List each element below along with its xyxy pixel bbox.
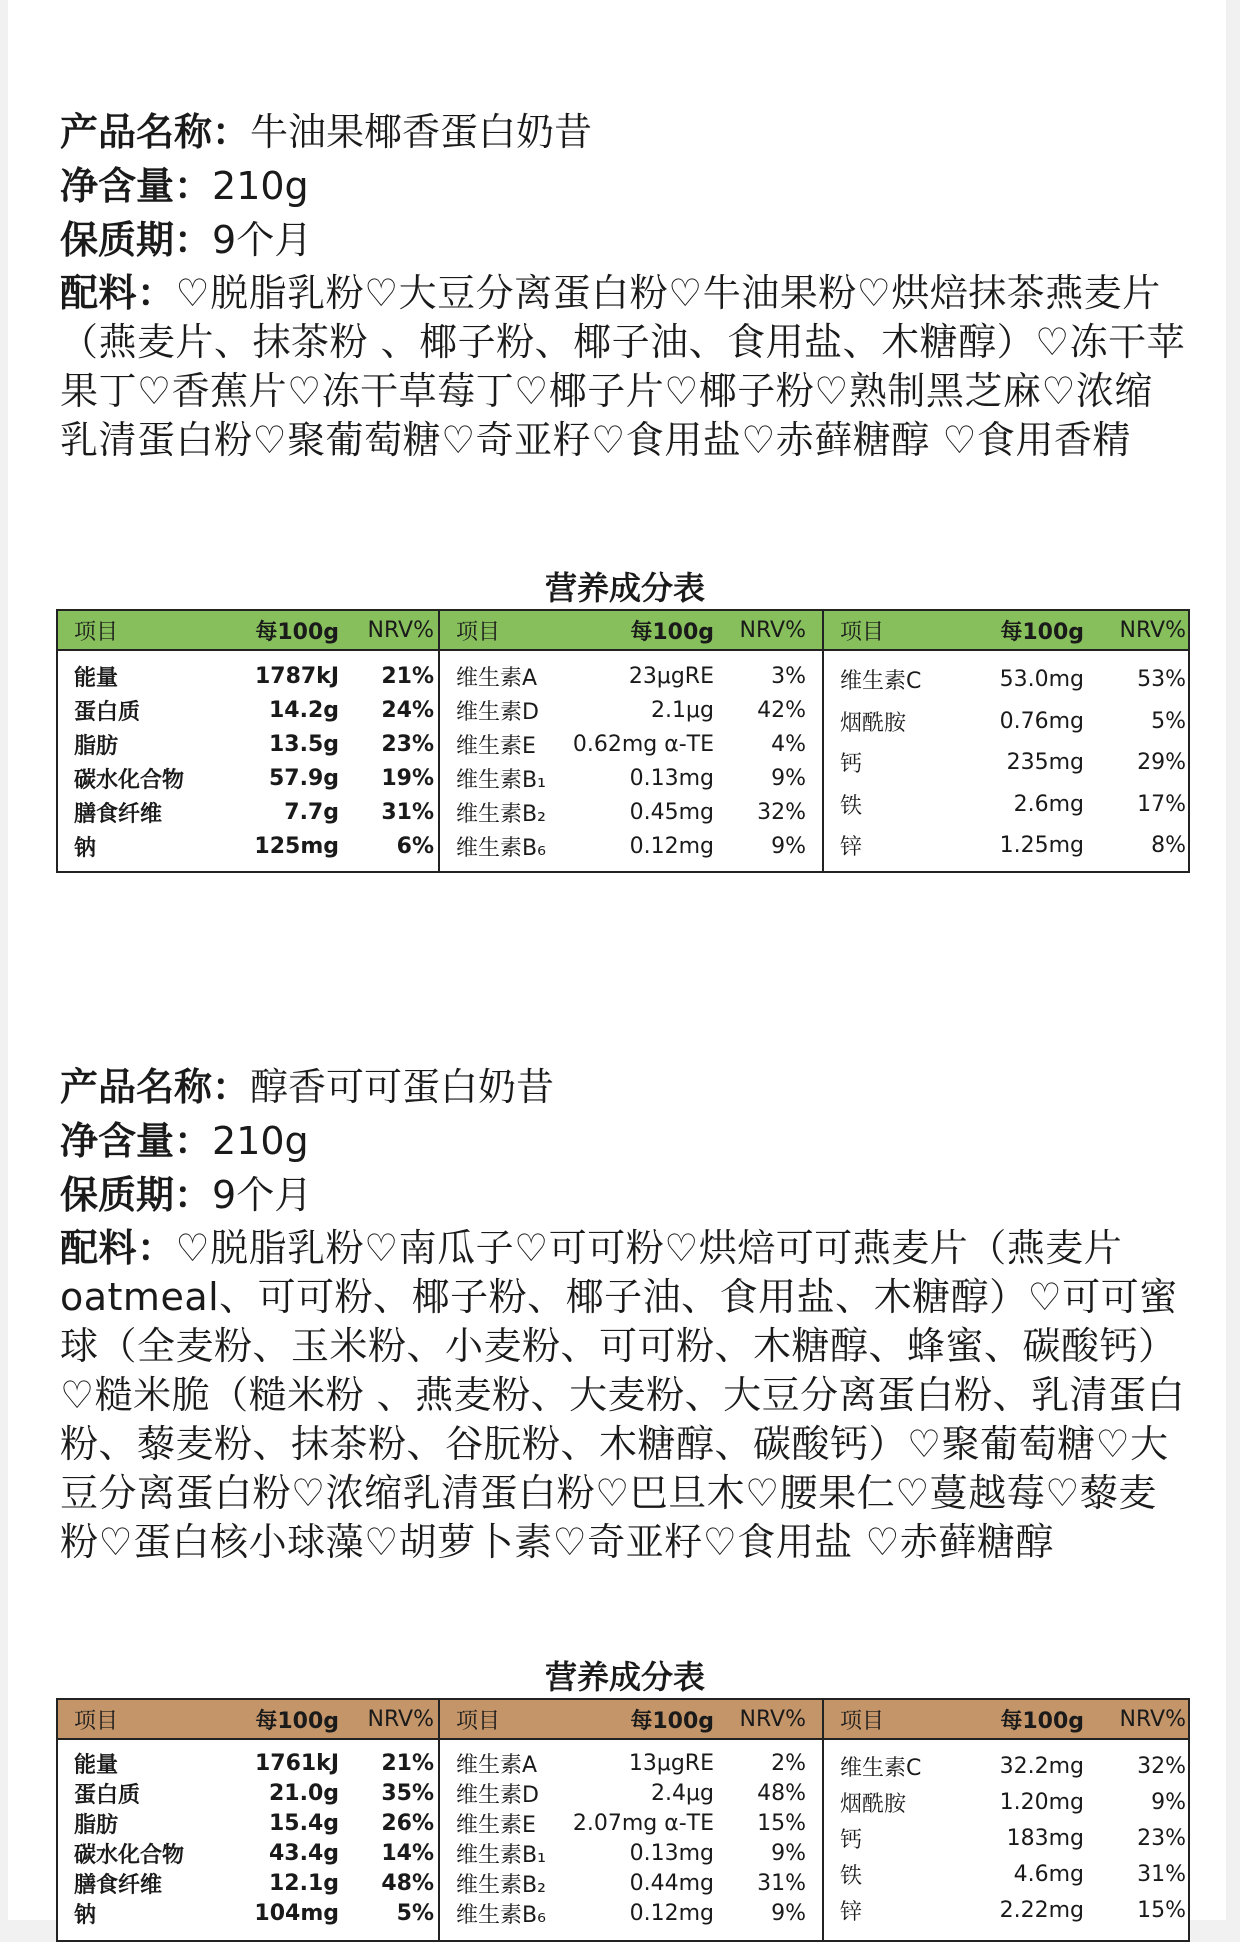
shelf-life: 9个月 bbox=[212, 218, 313, 262]
nutrient-nrv: 4% bbox=[771, 731, 806, 757]
nutrient-value: 0.45mg bbox=[629, 799, 714, 825]
nutrient-nrv: 9% bbox=[771, 1840, 806, 1866]
product-name: 醇香可可蛋白奶昔 bbox=[250, 1065, 555, 1109]
nutrient-name: 维生素B₆ bbox=[456, 835, 546, 861]
nutrition-column-1 bbox=[58, 1700, 438, 1940]
nutrient-row bbox=[58, 1748, 438, 1778]
nutrient-value: 0.13mg bbox=[629, 765, 714, 791]
nutrient-row bbox=[58, 1868, 438, 1898]
nutrient-name: 维生素D bbox=[456, 699, 539, 725]
product-name-label: 产品名称： bbox=[60, 110, 251, 154]
nutrient-row bbox=[440, 1748, 822, 1778]
shelf-life-line bbox=[60, 1168, 1190, 1222]
header-item: 项目 bbox=[840, 619, 885, 645]
nutrient-name: 维生素B₁ bbox=[456, 767, 546, 793]
nutrient-value: 0.44mg bbox=[629, 1870, 714, 1896]
nutrient-nrv: 5% bbox=[1151, 708, 1186, 734]
nutrient-row bbox=[58, 1898, 438, 1928]
header-item: 项目 bbox=[840, 1708, 885, 1734]
nutrient-row bbox=[440, 693, 822, 727]
nutrient-nrv: 5% bbox=[396, 1900, 434, 1926]
nutrient-name: 维生素E bbox=[456, 1812, 536, 1838]
nutrient-value: 15.4g bbox=[268, 1810, 339, 1836]
nutrient-row bbox=[824, 659, 1188, 701]
nutrient-name: 蛋白质 bbox=[74, 1782, 141, 1808]
nutrient-row bbox=[58, 1838, 438, 1868]
nutrient-row bbox=[440, 1778, 822, 1808]
header-per100: 每100g bbox=[630, 619, 714, 645]
nutrient-value: 2.22mg bbox=[999, 1897, 1084, 1923]
nutrient-row bbox=[58, 829, 438, 863]
net-content-line bbox=[60, 1114, 1190, 1168]
header-item: 项目 bbox=[456, 619, 501, 645]
product-name-line bbox=[60, 1060, 1190, 1114]
nutrient-row bbox=[824, 1784, 1188, 1820]
nutrient-name: 维生素E bbox=[456, 733, 536, 759]
nutrient-value: 0.12mg bbox=[629, 833, 714, 859]
nutrient-value: 0.62mg α-TE bbox=[572, 731, 714, 757]
nutrition-table-title: 营养成分表 bbox=[544, 1658, 705, 1696]
nutrient-nrv: 8% bbox=[1151, 833, 1186, 859]
nutrient-nrv: 42% bbox=[757, 697, 806, 723]
nutrient-name: 钙 bbox=[840, 752, 863, 778]
header-per100: 每100g bbox=[630, 1708, 714, 1734]
nutrient-name: 钙 bbox=[840, 1827, 863, 1853]
nutrient-row bbox=[824, 825, 1188, 867]
table-header bbox=[824, 611, 1188, 651]
nutrient-nrv: 15% bbox=[1137, 1897, 1186, 1923]
nutrient-row bbox=[440, 1868, 822, 1898]
nutrient-value: 13μgRE bbox=[628, 1750, 714, 1776]
nutrient-name: 维生素D bbox=[456, 1782, 539, 1808]
ingredients-label: 配料： bbox=[60, 1226, 176, 1270]
nutrient-name: 维生素A bbox=[456, 665, 538, 691]
product-name-label: 产品名称： bbox=[60, 1065, 251, 1109]
nutrient-row bbox=[824, 701, 1188, 743]
nutrient-row bbox=[440, 1838, 822, 1868]
page bbox=[8, 0, 1226, 1928]
nutrient-row bbox=[824, 1856, 1188, 1892]
ingredients bbox=[60, 1224, 1190, 1567]
nutrient-row bbox=[58, 761, 438, 795]
nutrient-name: 蛋白质 bbox=[74, 699, 141, 725]
nutrient-row bbox=[440, 727, 822, 761]
nutrient-nrv: 48% bbox=[381, 1870, 434, 1896]
nutrient-name: 维生素B₁ bbox=[456, 1842, 546, 1868]
net-content-line bbox=[60, 159, 1190, 213]
nutrient-row bbox=[440, 761, 822, 795]
nutrient-value: 57.9g bbox=[268, 765, 339, 791]
nutrient-row bbox=[58, 1808, 438, 1838]
nutrient-name: 锌 bbox=[840, 1899, 863, 1925]
nutrient-nrv: 31% bbox=[381, 799, 434, 825]
nutrient-name: 维生素B₆ bbox=[456, 1902, 546, 1928]
nutrient-value: 104mg bbox=[254, 1900, 339, 1926]
nutrient-row bbox=[440, 1808, 822, 1838]
nutrient-nrv: 23% bbox=[1137, 1825, 1186, 1851]
nutrient-nrv: 21% bbox=[381, 663, 434, 689]
nutrient-value: 1761kJ bbox=[254, 1750, 339, 1776]
nutrient-nrv: 35% bbox=[381, 1780, 434, 1806]
nutrient-row bbox=[824, 1748, 1188, 1784]
nutrition-column-2 bbox=[438, 611, 822, 871]
header-item: 项目 bbox=[456, 1708, 501, 1734]
nutrition-column-3 bbox=[822, 611, 1188, 871]
nutrient-name: 锌 bbox=[840, 835, 863, 861]
nutrient-value: 0.12mg bbox=[629, 1900, 714, 1926]
ingredients-label: 配料： bbox=[60, 271, 176, 315]
nutrient-name: 铁 bbox=[840, 793, 863, 819]
nutrient-nrv: 3% bbox=[771, 663, 806, 689]
nutrient-value: 7.7g bbox=[284, 799, 339, 825]
shelf-life-label: 保质期： bbox=[60, 218, 213, 262]
nutrient-row bbox=[440, 1898, 822, 1928]
nutrient-name: 能量 bbox=[74, 665, 119, 691]
net-content: 210g bbox=[212, 164, 309, 208]
product-info-avocado bbox=[60, 105, 1190, 465]
nutrient-nrv: 9% bbox=[771, 765, 806, 791]
nutrient-nrv: 9% bbox=[771, 833, 806, 859]
nutrient-nrv: 31% bbox=[1137, 1861, 1186, 1887]
nutrient-nrv: 26% bbox=[381, 1810, 434, 1836]
nutrient-nrv: 9% bbox=[1151, 1789, 1186, 1815]
nutrient-value: 235mg bbox=[1006, 750, 1084, 776]
nutrient-value: 43.4g bbox=[268, 1840, 339, 1866]
table-header bbox=[824, 1700, 1188, 1740]
nutrient-value: 2.6mg bbox=[1013, 791, 1084, 817]
table-header bbox=[440, 611, 822, 651]
nutrient-value: 4.6mg bbox=[1013, 1861, 1084, 1887]
nutrient-name: 维生素C bbox=[840, 1755, 922, 1781]
nutrient-row bbox=[440, 659, 822, 693]
nutrient-name: 钠 bbox=[74, 835, 97, 861]
table-header bbox=[58, 611, 438, 651]
nutrient-row bbox=[440, 795, 822, 829]
nutrient-name: 膳食纤维 bbox=[74, 1872, 163, 1898]
ingredients bbox=[60, 269, 1190, 465]
nutrient-row bbox=[440, 829, 822, 863]
nutrient-value: 23μgRE bbox=[628, 663, 714, 689]
nutrient-nrv: 31% bbox=[757, 1870, 806, 1896]
header-nrv: NRV% bbox=[367, 1706, 434, 1732]
header-nrv: NRV% bbox=[739, 1706, 806, 1732]
nutrient-value: 1.25mg bbox=[999, 833, 1084, 859]
ingredients-text: ♡脱脂乳粉♡大豆分离蛋白粉♡牛油果粉♡烘焙抹茶燕麦片（燕麦片、抹茶粉 、椰子粉、椰子油、食用盐、木糖醇）♡冻干苹果丁♡香蕉片♡冻干草莓丁♡椰子片♡椰子粉♡熟制黑芝麻♡浓缩乳清蛋白粉♡聚葡萄糖♡奇亚籽♡食用盐♡赤藓糖醇 ♡食用香精 bbox=[60, 271, 1186, 462]
nutrition-table-title: 营养成分表 bbox=[544, 569, 705, 607]
nutrient-nrv: 29% bbox=[1137, 750, 1186, 776]
nutrient-name: 维生素A bbox=[456, 1752, 538, 1778]
nutrient-name: 碳水化合物 bbox=[74, 1842, 185, 1868]
product-name-line bbox=[60, 105, 1190, 159]
table-header bbox=[58, 1700, 438, 1740]
nutrient-nrv: 32% bbox=[757, 799, 806, 825]
nutrient-value: 183mg bbox=[1006, 1825, 1084, 1851]
header-nrv: NRV% bbox=[367, 617, 434, 643]
nutrient-row bbox=[824, 1892, 1188, 1928]
nutrient-nrv: 48% bbox=[757, 1780, 806, 1806]
nutrient-name: 脂肪 bbox=[74, 1812, 119, 1838]
nutrient-nrv: 53% bbox=[1137, 667, 1186, 693]
nutrient-row bbox=[824, 784, 1188, 826]
header-per100: 每100g bbox=[255, 1708, 339, 1734]
nutrient-row bbox=[58, 727, 438, 761]
nutrient-value: 1787kJ bbox=[254, 663, 339, 689]
header-item: 项目 bbox=[74, 619, 119, 645]
header-item: 项目 bbox=[74, 1708, 119, 1734]
nutrient-name: 脂肪 bbox=[74, 733, 119, 759]
nutrition-table bbox=[56, 1698, 1190, 1942]
nutrient-nrv: 14% bbox=[381, 1840, 434, 1866]
nutrient-value: 0.76mg bbox=[999, 708, 1084, 734]
header-nrv: NRV% bbox=[1119, 1706, 1186, 1732]
nutrient-row bbox=[824, 1820, 1188, 1856]
net-content: 210g bbox=[212, 1119, 309, 1163]
nutrition-column-1 bbox=[58, 611, 438, 871]
nutrient-nrv: 6% bbox=[396, 833, 434, 859]
nutrient-value: 2.4μg bbox=[651, 1780, 714, 1806]
nutrient-name: 能量 bbox=[74, 1752, 119, 1778]
nutrient-row bbox=[824, 742, 1188, 784]
nutrient-name: 维生素B₂ bbox=[456, 801, 546, 827]
shelf-life: 9个月 bbox=[212, 1173, 313, 1217]
header-per100: 每100g bbox=[1000, 1708, 1084, 1734]
nutrient-nrv: 23% bbox=[381, 731, 434, 757]
nutrient-row bbox=[58, 795, 438, 829]
nutrition-column-3 bbox=[822, 1700, 1188, 1940]
shelf-life-label: 保质期： bbox=[60, 1173, 213, 1217]
nutrient-nrv: 19% bbox=[381, 765, 434, 791]
nutrient-nrv: 17% bbox=[1137, 791, 1186, 817]
nutrient-name: 烟酰胺 bbox=[840, 710, 907, 736]
nutrient-nrv: 32% bbox=[1137, 1753, 1186, 1779]
nutrient-nrv: 24% bbox=[381, 697, 434, 723]
nutrient-name: 维生素B₂ bbox=[456, 1872, 546, 1898]
nutrient-value: 21.0g bbox=[268, 1780, 339, 1806]
nutrient-nrv: 2% bbox=[771, 1750, 806, 1776]
nutrient-row bbox=[58, 1778, 438, 1808]
net-content-label: 净含量： bbox=[60, 164, 213, 208]
header-nrv: NRV% bbox=[1119, 617, 1186, 643]
nutrient-row bbox=[58, 659, 438, 693]
nutrient-row bbox=[58, 693, 438, 727]
nutrient-nrv: 9% bbox=[771, 1900, 806, 1926]
nutrient-name: 碳水化合物 bbox=[74, 767, 185, 793]
nutrition-table bbox=[56, 609, 1190, 873]
nutrient-value: 2.07mg α-TE bbox=[572, 1810, 714, 1836]
product-info-cocoa bbox=[60, 1060, 1190, 1567]
ingredients-text: ♡脱脂乳粉♡南瓜子♡可可粉♡烘焙可可燕麦片（燕麦片oatmeal、可可粉、椰子粉、椰子油、食用盐、木糖醇）♡可可蜜球（全麦粉、玉米粉、小麦粉、可可粉、木糖醇、蜂蜜、碳酸钙）♡糙米脆（糙米粉 、燕麦粉、大麦粉、大豆分离蛋白粉、乳清蛋白粉、藜麦粉、抹茶粉、谷朊粉、木糖醇、碳酸钙）♡聚葡萄糖♡大豆分离蛋白粉♡浓缩乳清蛋白粉♡巴旦木♡腰果仁♡蔓越莓♡藜麦粉♡蛋白核小球藻♡胡萝卜素♡奇亚籽♡食用盐 ♡赤藓糖醇 bbox=[60, 1226, 1186, 1564]
table-header bbox=[440, 1700, 822, 1740]
nutrient-value: 125mg bbox=[254, 833, 339, 859]
nutrient-value: 13.5g bbox=[268, 731, 339, 757]
nutrient-value: 1.20mg bbox=[999, 1789, 1084, 1815]
nutrient-name: 铁 bbox=[840, 1863, 863, 1889]
nutrient-value: 12.1g bbox=[268, 1870, 339, 1896]
nutrient-nrv: 15% bbox=[757, 1810, 806, 1836]
nutrient-value: 14.2g bbox=[268, 697, 339, 723]
nutrient-value: 2.1μg bbox=[651, 697, 714, 723]
product-name: 牛油果椰香蛋白奶昔 bbox=[250, 110, 593, 154]
nutrient-nrv: 21% bbox=[381, 1750, 434, 1776]
nutrient-value: 53.0mg bbox=[999, 667, 1084, 693]
nutrient-name: 维生素C bbox=[840, 669, 922, 695]
header-per100: 每100g bbox=[255, 619, 339, 645]
nutrient-name: 钠 bbox=[74, 1902, 97, 1928]
nutrient-value: 32.2mg bbox=[999, 1753, 1084, 1779]
nutrient-value: 0.13mg bbox=[629, 1840, 714, 1866]
nutrient-name: 烟酰胺 bbox=[840, 1791, 907, 1817]
nutrition-column-2 bbox=[438, 1700, 822, 1940]
nutrient-name: 膳食纤维 bbox=[74, 801, 163, 827]
header-per100: 每100g bbox=[1000, 619, 1084, 645]
net-content-label: 净含量： bbox=[60, 1119, 213, 1163]
shelf-life-line bbox=[60, 213, 1190, 267]
header-nrv: NRV% bbox=[739, 617, 806, 643]
